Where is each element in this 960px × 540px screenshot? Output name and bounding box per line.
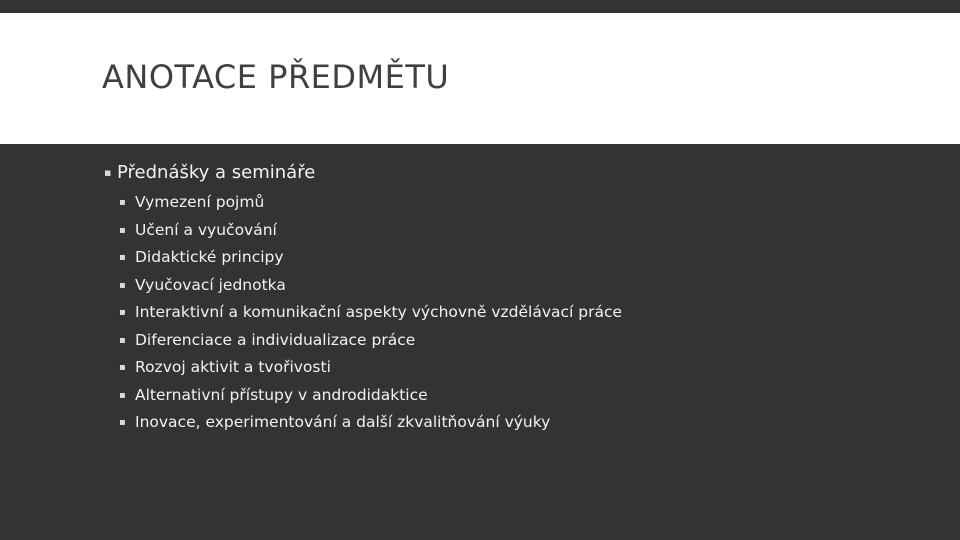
sub-bullet-label: Učení a vyučování xyxy=(135,220,277,239)
main-bullet-item xyxy=(102,160,922,186)
sub-bullet-label: Interaktivní a komunikační aspekty výchovně vzdělávací práce xyxy=(135,303,623,321)
sub-bullet-label: Vyučovací jednotka xyxy=(135,275,286,294)
sub-bullet-item xyxy=(117,272,922,300)
sub-bullet-label: Inovace, experimentování a další zkvalitňování výuky xyxy=(135,413,551,431)
sub-bullet-label: Alternativní přístupy v androdidaktice xyxy=(135,385,428,404)
bullet-icon: ▪ xyxy=(119,224,126,236)
sub-bullet-label: Vymezení pojmů xyxy=(135,193,265,211)
bullet-icon: ▪ xyxy=(119,389,126,401)
slide-content xyxy=(102,160,922,437)
sub-bullet-item xyxy=(117,354,922,382)
sub-bullet-item xyxy=(117,299,922,327)
sub-bullet-item xyxy=(117,217,922,245)
sub-bullet-label: Diferenciace a individualizace práce xyxy=(135,330,416,349)
sub-bullet-list xyxy=(117,189,922,437)
sub-bullet-item xyxy=(117,327,922,355)
bullet-icon: ▪ xyxy=(104,166,112,179)
bullet-icon: ▪ xyxy=(119,252,126,263)
sub-bullet-label: Rozvoj aktivit a tvořivosti xyxy=(135,358,331,376)
main-bullet-label: Přednášky a semináře xyxy=(117,162,316,183)
bullet-icon: ▪ xyxy=(119,307,126,318)
slide-title: ANOTACE PŘEDMĚTU xyxy=(102,58,450,96)
bullet-icon: ▪ xyxy=(119,334,126,346)
sub-bullet-label: Didaktické principy xyxy=(135,248,284,266)
bullet-icon: ▪ xyxy=(119,279,126,291)
bullet-icon: ▪ xyxy=(119,417,126,428)
sub-bullet-item xyxy=(117,409,922,437)
sub-bullet-item xyxy=(117,189,922,217)
bullet-icon: ▪ xyxy=(119,362,126,373)
sub-bullet-item xyxy=(117,382,922,410)
sub-bullet-item xyxy=(117,244,922,272)
bullet-icon: ▪ xyxy=(119,197,126,208)
